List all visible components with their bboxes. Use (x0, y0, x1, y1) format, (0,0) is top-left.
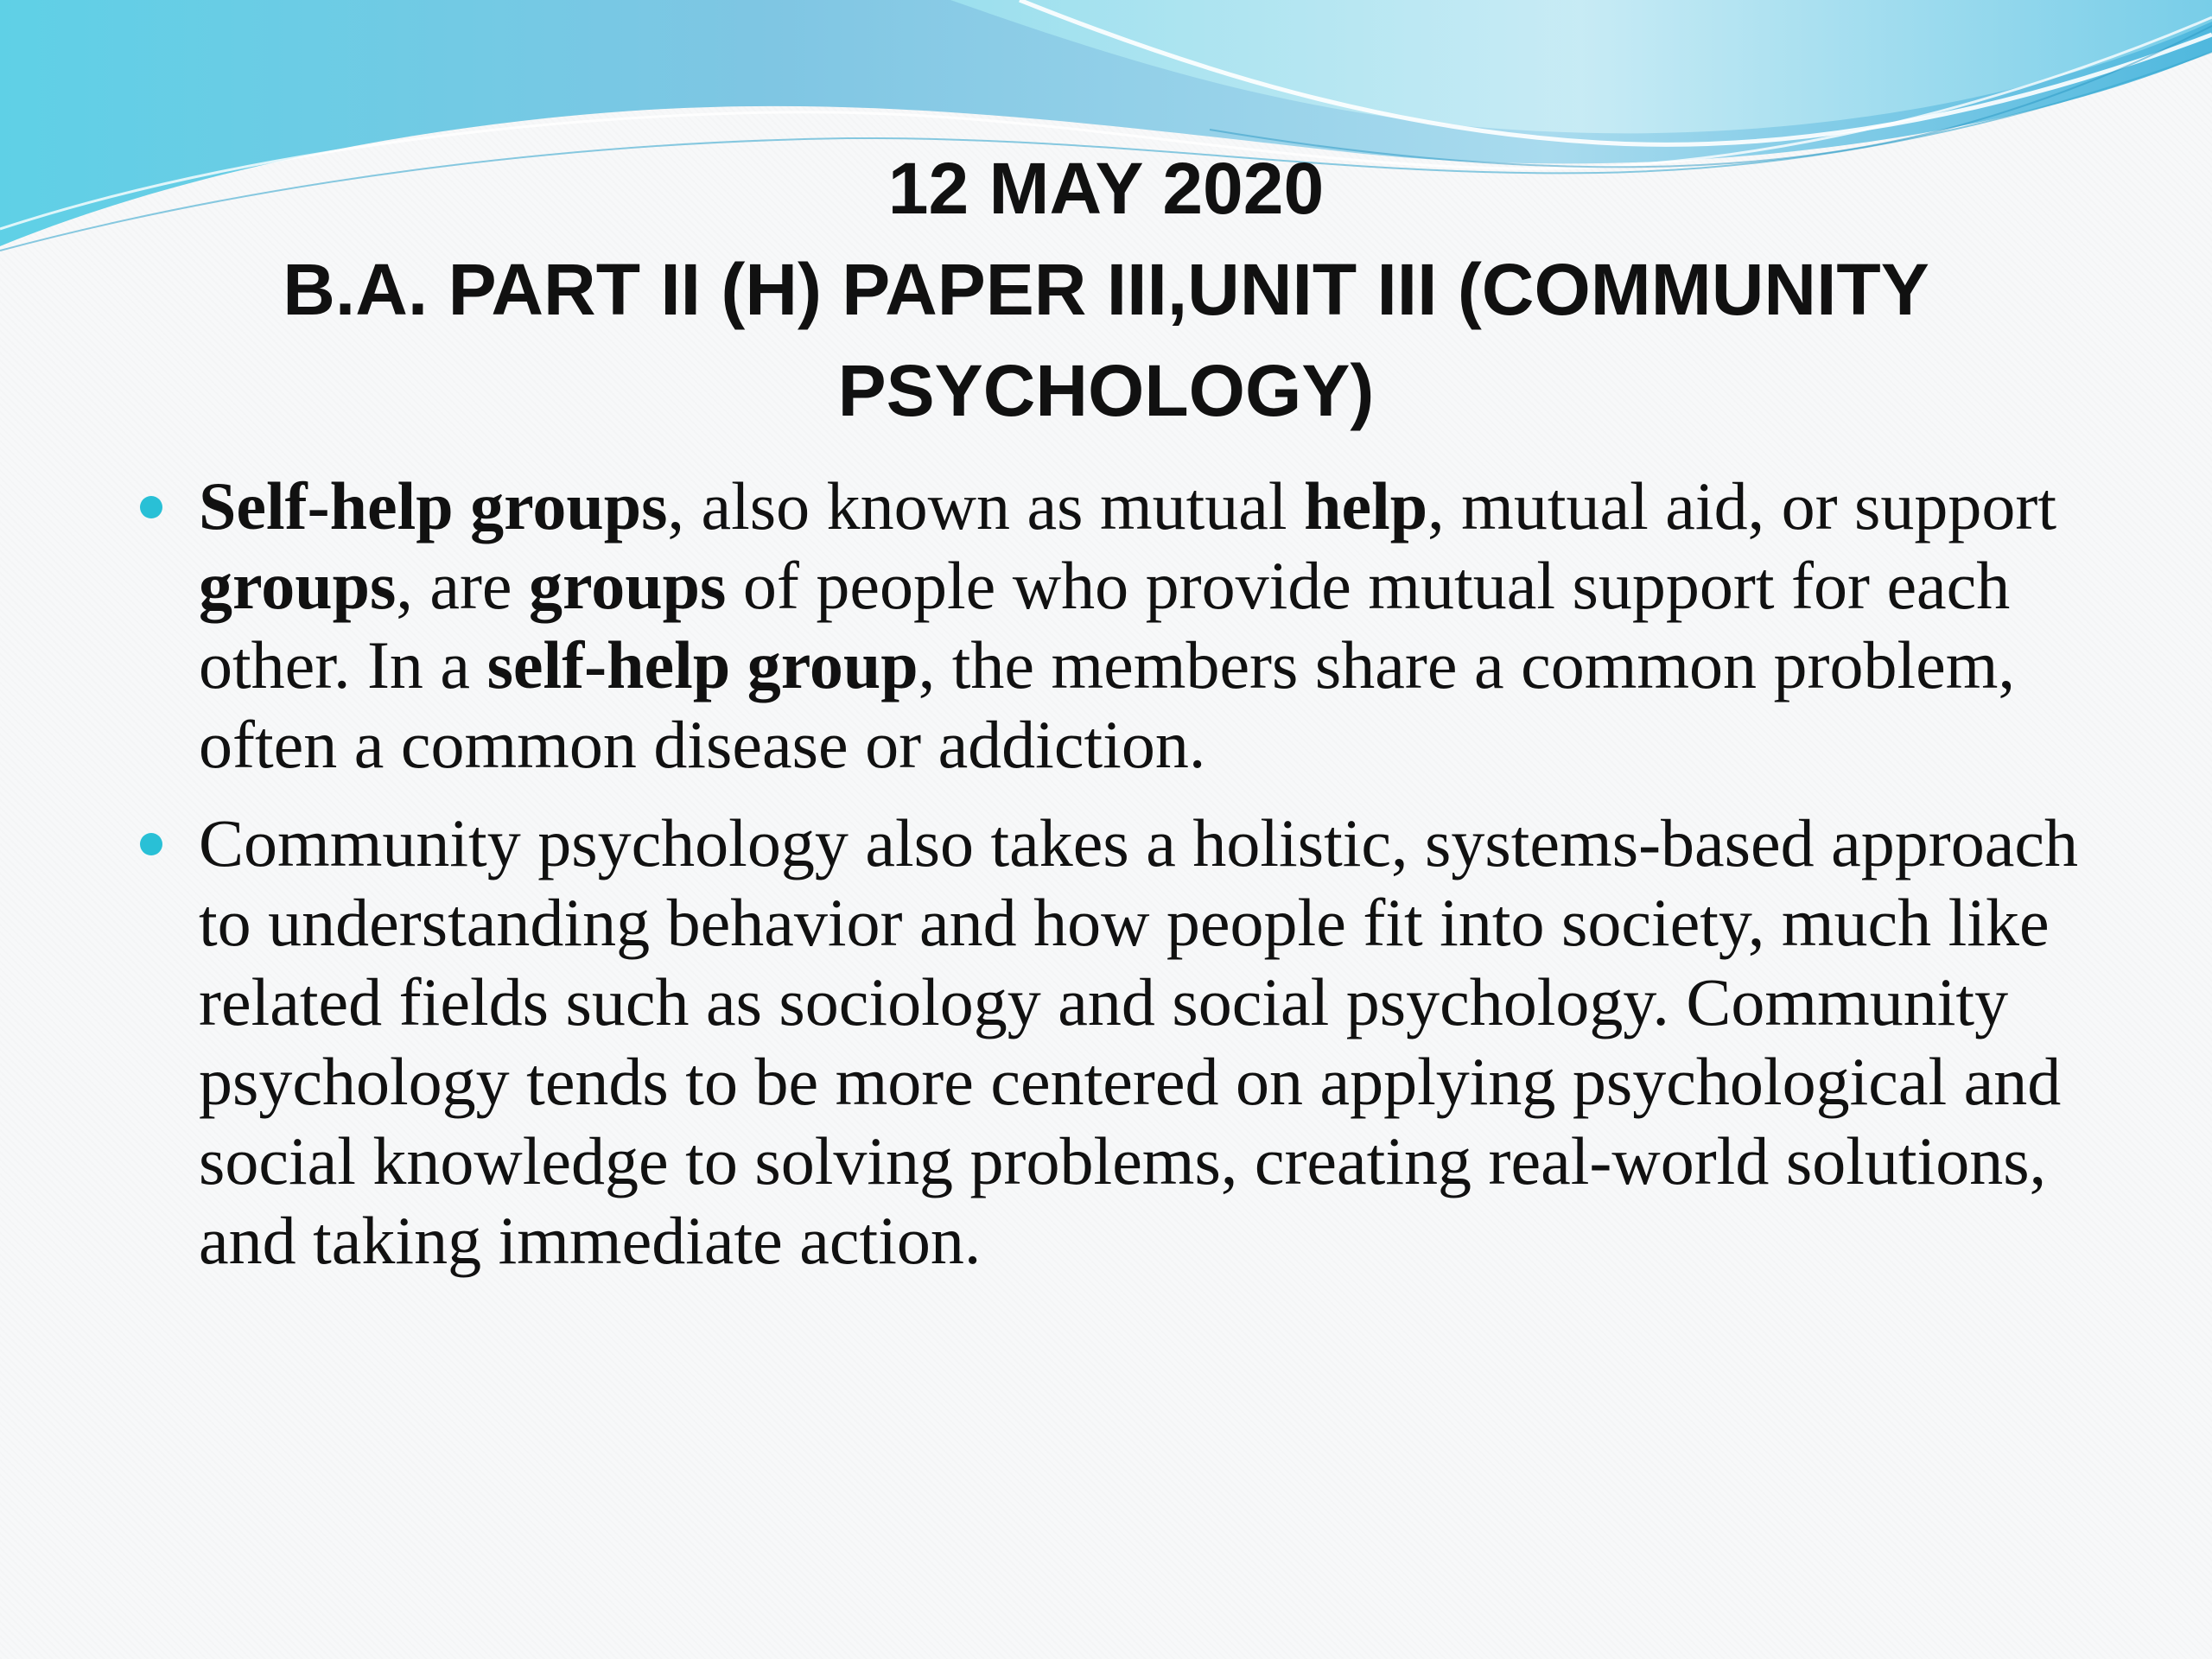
title-date: 12 MAY 2020 (887, 148, 1325, 229)
bullet-item (130, 467, 2117, 785)
title-course-line: B.A. PART II (H) PAPER III,UNIT III (COMMUNITY (283, 249, 1929, 330)
slide-title (138, 138, 2074, 442)
title-subject-line: PSYCHOLOGY) (837, 350, 1375, 431)
bullet-list (130, 467, 2117, 1300)
bullet-dot-icon (140, 496, 162, 518)
bullet-dot-icon (140, 833, 162, 855)
bullet-text: Self-help groups, also known as mutual help, mutual aid, or support groups, are groups of people who provide mutual support for each other. In a self-help group, the members share a common problem, often a common disease or addiction. (199, 468, 2057, 782)
bullet-text: Community psychology also takes a holistic, systems-based approach to understanding behavior and how people fit into society, much like related fields such as sociology and social psychology. Community psychology tends to be more centered on applying psychological and social knowledge to solving problems, creating real-world solutions, and taking immediate action. (199, 805, 2078, 1278)
bullet-item (130, 804, 2117, 1281)
